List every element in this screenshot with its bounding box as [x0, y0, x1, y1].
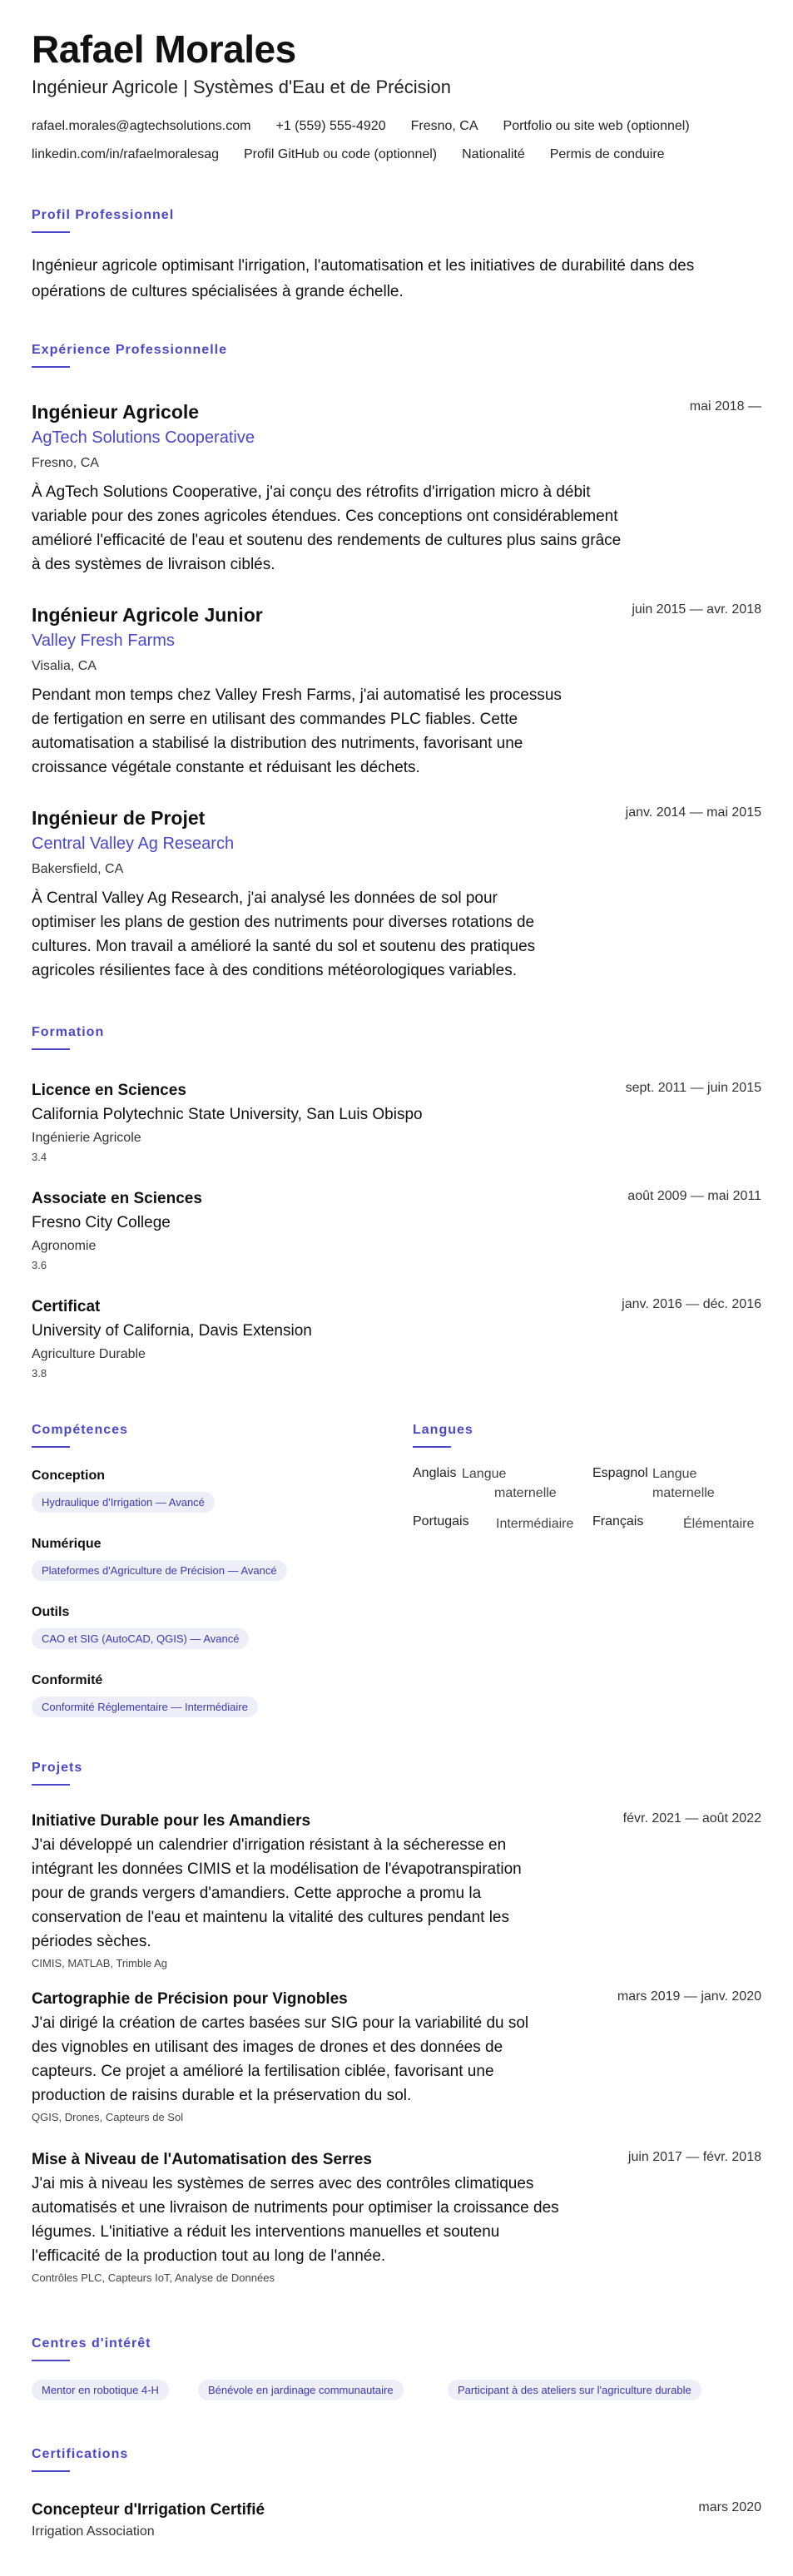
- skill-category: Numérique: [32, 1537, 102, 1551]
- language-level: Intermédiaire: [496, 1517, 574, 1531]
- language-name: Espagnol: [592, 1466, 648, 1480]
- language-level: Langue maternelle: [652, 1467, 715, 1500]
- skill-tag: Plateformes d'Agriculture de Précision — Avancé: [32, 1560, 287, 1581]
- job-title: Ingénieur Agricole: [32, 401, 200, 423]
- education-field: Agronomie: [32, 1239, 97, 1253]
- language-level: Élémentaire: [683, 1517, 755, 1531]
- project-dates: mars 2019 — janv. 2020: [617, 1989, 761, 2004]
- project-tech: Contrôles PLC, Capteurs IoT, Analyse de Données: [32, 2271, 275, 2284]
- job-description-line: variable pour des zones agricoles étendues. Ces conceptions ont considérablement: [32, 508, 618, 525]
- project-description: J'ai développé un calendrier d'irrigation résistant à la sécheresse en intégrant les données CIMIS et la modélisation de l'évapotranspiration pour de grands vergers d'amandiers. Cette approche a promu la conservation de l'eau et maintenu la vitalité des cultures pendant les périodes sèches.: [32, 1836, 522, 1950]
- job-description-line: croissance végétale constante et réduisant les déchets.: [32, 759, 420, 776]
- skills-heading: Compétences: [32, 1423, 128, 1448]
- job-dates: juin 2015 — avr. 2018: [632, 602, 761, 617]
- job-title: Ingénieur Agricole Junior: [32, 604, 263, 626]
- interest-tag: Bénévole en jardinage communautaire: [198, 2380, 404, 2400]
- certifications-heading: Certifications: [32, 2447, 128, 2472]
- contact-nationality: Nationalité: [462, 147, 525, 161]
- project-dates: juin 2017 — févr. 2018: [627, 2150, 761, 2164]
- language-level: Langue maternelle: [462, 1467, 557, 1500]
- certification-title: Concepteur d'Irrigation Certifié: [32, 2501, 265, 2519]
- profile-heading: Profil Professionnel: [32, 208, 174, 233]
- education-heading: Formation: [32, 1025, 104, 1050]
- education-field: Agriculture Durable: [32, 1347, 146, 1361]
- education-degree: Licence en Sciences: [32, 1082, 186, 1099]
- experience-heading: Expérience Professionnelle: [32, 343, 227, 368]
- education-degree: Associate en Sciences: [32, 1190, 202, 1207]
- job-description-line: Pendant mon temps chez Valley Fresh Farms, j'ai automatisé les processus: [32, 686, 562, 704]
- job-location: Fresno, CA: [32, 456, 99, 470]
- language-name: Français: [592, 1514, 644, 1528]
- education-gpa: 3.6: [32, 1259, 47, 1271]
- job-company: AgTech Solutions Cooperative: [32, 429, 255, 447]
- certification-org: Irrigation Association: [32, 2524, 155, 2539]
- education-field: Ingénierie Agricole: [32, 1131, 141, 1145]
- education-gpa: 3.8: [32, 1367, 47, 1380]
- contact-line-2: [32, 147, 690, 162]
- job-dates: janv. 2014 — mai 2015: [625, 805, 761, 820]
- project-dates: févr. 2021 — août 2022: [622, 1811, 761, 1825]
- education-gpa: 3.4: [32, 1151, 47, 1163]
- job-description-line: amélioré l'efficacité de l'eau et soutenu des rendements de cultures plus sains grâce: [32, 532, 622, 549]
- project-description: J'ai dirigé la création de cartes basées sur SIG pour la variabilité du sol des vignobles en utilisant des images de drones et des données de capteurs. Ce projet a amélioré la fertilisation ciblée, favorisant une production de raisins durable et la préservation du sol.: [32, 2014, 529, 2104]
- job-description-line: À AgTech Solutions Cooperative, j'ai conçu des rétrofits d'irrigation micro à débit: [32, 483, 591, 501]
- contact-phone[interactable]: +1 (559) 555-4920: [275, 119, 386, 133]
- skill-category: Conception: [32, 1469, 105, 1483]
- contact-driving-license: Permis de conduire: [549, 147, 665, 161]
- education-dates: sept. 2011 — juin 2015: [625, 1081, 761, 1095]
- contact-linkedin[interactable]: linkedin.com/in/rafaelmoralesag: [32, 147, 219, 161]
- projects-heading: Projets: [32, 1761, 82, 1786]
- language-name: Portugais: [413, 1514, 469, 1528]
- contact-email[interactable]: rafael.morales@agtechsolutions.com: [32, 119, 251, 133]
- job-dates: mai 2018 —: [689, 399, 761, 414]
- job-description-line: agricoles résilientes face à des conditions météorologiques variables.: [32, 962, 517, 979]
- education-dates: août 2009 — mai 2011: [627, 1189, 761, 1203]
- project-tech: CIMIS, MATLAB, Trimble Ag: [32, 1957, 168, 1969]
- job-company: Valley Fresh Farms: [32, 632, 175, 650]
- education-dates: janv. 2016 — déc. 2016: [622, 1297, 761, 1311]
- interest-tag: Mentor en robotique 4-H: [32, 2380, 169, 2400]
- skill-category: Outils: [32, 1605, 70, 1619]
- project-title: Initiative Durable pour les Amandiers: [32, 1812, 311, 1830]
- languages-heading: Langues: [413, 1423, 473, 1448]
- candidate-subtitle: Ingénieur Agricole | Systèmes d'Eau et de Précision: [32, 77, 451, 97]
- job-location: Visalia, CA: [32, 659, 97, 673]
- contact-location: Fresno, CA: [410, 119, 478, 133]
- education-degree: Certificat: [32, 1298, 101, 1315]
- project-title: Mise à Niveau de l'Automatisation des Serres: [32, 2151, 372, 2168]
- skill-tag: CAO et SIG (AutoCAD, QGIS) — Avancé: [32, 1628, 249, 1649]
- candidate-name: Rafael Morales: [32, 27, 296, 71]
- job-description-line: à des systèmes de livraison ciblés.: [32, 556, 275, 573]
- skill-category: Conformité: [32, 1673, 103, 1687]
- job-description-line: de fertigation en serre en utilisant des commandes PLC fiables. Cette: [32, 711, 518, 728]
- interest-tag: Participant à des ateliers sur l'agriculture durable: [448, 2380, 701, 2400]
- project-description: J'ai mis à niveau les systèmes de serres avec des contrôles climatiques automatisés et une livraison de nutriments pour optimiser la croissance des légumes. L'initiative a réduit les interventions manuelles et soutenu l'efficacité de la production tout au long de l'année.: [32, 2175, 559, 2265]
- job-description-line: automatisation a stabilisé la distribution des nutriments, favorisant une: [32, 735, 523, 752]
- education-school: University of California, Davis Extension: [32, 1322, 312, 1340]
- job-description-line: cultures. Mon travail a amélioré la santé du sol et soutenu des pratiques: [32, 938, 536, 955]
- profile-line-1: Ingénieur agricole optimisant l'irrigation, l'automatisation et les initiatives de durabilité dans des: [32, 257, 695, 275]
- profile-line-2: opérations de cultures spécialisées à grande échelle.: [32, 283, 404, 300]
- job-location: Bakersfield, CA: [32, 862, 124, 876]
- job-title: Ingénieur de Projet: [32, 807, 206, 829]
- skill-tag: Hydraulique d'Irrigation — Avancé: [32, 1492, 215, 1513]
- contact-github[interactable]: Profil GitHub ou code (optionnel): [244, 147, 438, 161]
- education-school: California Polytechnic State University, San Luis Obispo: [32, 1106, 423, 1123]
- job-description-line: À Central Valley Ag Research, j'ai analysé les données de sol pour: [32, 889, 498, 907]
- contact-portfolio[interactable]: Portfolio ou site web (optionnel): [503, 119, 690, 133]
- project-tech: QGIS, Drones, Capteurs de Sol: [32, 2111, 184, 2123]
- certification-date: mars 2020: [698, 2500, 761, 2514]
- interests-heading: Centres d'intérêt: [32, 2336, 151, 2361]
- education-school: Fresno City College: [32, 1214, 171, 1231]
- skill-tag: Conformité Réglementaire — Intermédiaire: [32, 1697, 258, 1717]
- job-description-line: optimiser les plans de gestion des nutriments pour diverses rotations de: [32, 914, 535, 931]
- contact-line-1: [32, 119, 715, 134]
- job-company: Central Valley Ag Research: [32, 835, 235, 853]
- language-name: Anglais: [413, 1466, 457, 1480]
- project-title: Cartographie de Précision pour Vignobles: [32, 1990, 348, 2008]
